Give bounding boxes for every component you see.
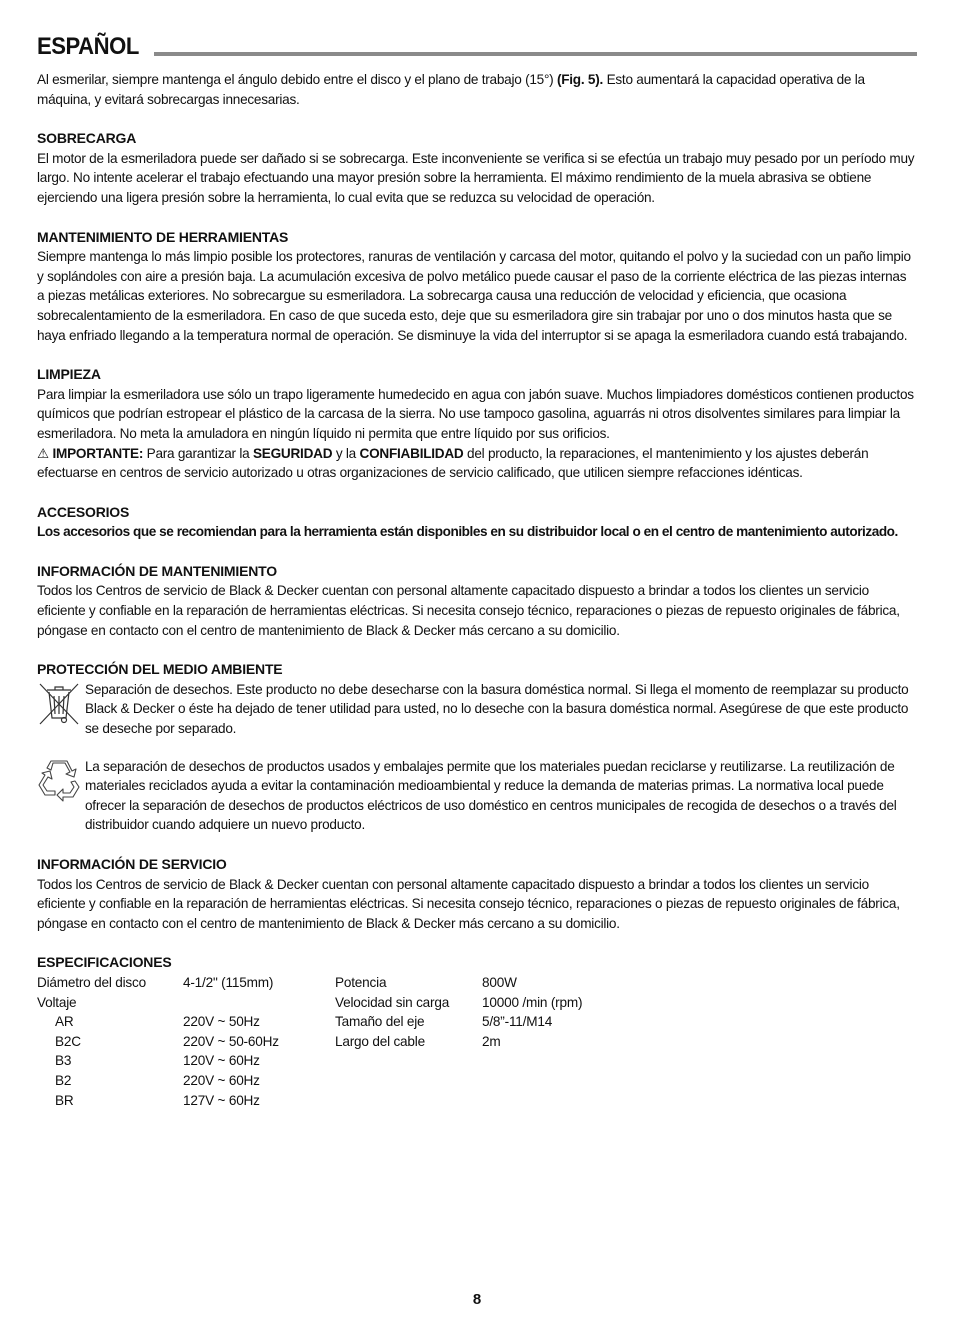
spec-value: 220V ~ 50Hz — [183, 1014, 260, 1030]
warning-icon: ⚠ — [37, 445, 49, 461]
page-header — [37, 30, 917, 60]
page-number: 8 — [472, 1291, 482, 1308]
section-info-servicio — [37, 855, 917, 933]
header-rule — [154, 52, 917, 56]
section-body: El motor de la esmeriladora puede ser dañado si se sobrecarga. Este inconveniente se verifica si se efectúa un trabajo muy pesado por un período muy largo. No intente acelerar el trabajo efectuando una mayor presión sobre la herramienta. El máximo rendimiento de la muela abrasiva se obtiene ejerciendo una ligera presión sobre la herramienta, lo cual evita que se reduzca su velocidad de operación. — [37, 150, 915, 205]
section-title: PROTECCIÓN DEL MEDIO AMBIENTE — [37, 661, 283, 678]
seguridad-label: SEGURIDAD — [252, 445, 333, 461]
spec-value — [183, 993, 335, 1013]
section-body: Para limpiar la esmeriladora use sólo un trapo ligeramente humedecido en agua con jabón suave. Muchos limpiadores domésticos contienen productos químicos que podrían estropear el plástico de la carcasa de la sierra. No use tampoco gasolina, aguarrás ni otros disolventes similares para limpiar la esmeriladora. No meta la amuladora en ningún líquido ni permita que entre líquido por sus orificios. — [37, 386, 914, 441]
spec-label: B2 — [55, 1072, 72, 1088]
spec-label: Tamaño del eje — [335, 1014, 425, 1030]
spec-value — [482, 1071, 602, 1091]
spec-label: Diámetro del disco — [37, 974, 146, 990]
recycle-icon — [37, 757, 85, 808]
spec-value: 120V ~ 60Hz — [183, 1053, 260, 1069]
table-row — [37, 993, 602, 1013]
section-limpieza — [37, 365, 917, 483]
important-notice — [37, 444, 917, 483]
page-title: ESPAÑOL — [37, 33, 139, 60]
table-row — [37, 1051, 602, 1071]
spec-value: 220V ~ 60Hz — [183, 1072, 260, 1088]
intro-text-2: Esto aumentará la capacidad operativa de la máquina, y evitará sobrecargas innecesarias. — [37, 72, 865, 107]
spec-value: 220V ~ 50-60Hz — [183, 1033, 279, 1049]
spec-label — [335, 1051, 482, 1071]
spec-value: 2m — [482, 1033, 501, 1049]
section-sobrecarga — [37, 129, 917, 207]
section-title: ESPECIFICACIONES — [37, 954, 172, 971]
figure-reference: (Fig. 5). — [556, 72, 604, 87]
spec-value: 5/8”-11/M14 — [482, 1014, 553, 1030]
section-body: Todos los Centros de servicio de Black & Decker cuentan con personal altamente capacitado dispuesto a brindar a todos los clientes un servicio eficiente y confiable en la reparación de herramientas eléctricas. Si necesita consejo técnico, reparaciones o piezas de repuesto originales de fábrica, póngase en contacto con el centro de mantenimiento de Black & Decker más cercano a su domicilio. — [37, 583, 900, 638]
important-text: del producto, la reparaciones, el mantenimiento y los ajustes deberán efectuarse en centros de servicio autorizado u otras organizaciones de servicio calificado, que utilicen siempre refacciones idénticas. — [37, 445, 869, 481]
spec-label: AR — [55, 1014, 74, 1030]
spec-label: Velocidad sin carga — [335, 994, 450, 1010]
spec-label: Largo del cable — [335, 1033, 425, 1049]
waste-separation-row — [37, 680, 917, 739]
section-body: Siempre mantenga lo más limpio posible los protectores, ranuras de ventilación y carcasa del motor, quitando el polvo y la suciedad con un paño limpio y soplándoles con aire a presión baja. La acumulación excesiva de polvo metálico puede causar el paso de la corriente eléctrica de las piezas internas a piezas metálicas exteriores. No sobrecargue su esmeriladora. La sobrecarga causa una reducción de velocidad y eficiencia, que ocasiona sobrecalentamiento de la esmeriladora. En caso de que suceda esto, deje que su esmeriladora gire sin trabajar por uno o dos minutos hasta que se haya enfriado llegando a la temperatura normal de operación. Se disminuye la vida del interruptor si se apaga la esmeriladora cuando está trabajando. — [37, 249, 911, 343]
important-label: IMPORTANTE: — [52, 445, 144, 461]
spec-value — [482, 1051, 602, 1071]
section-body: Todos los Centros de servicio de Black & Decker cuentan con personal altamente capacitado dispuesto a brindar a todos los clientes un servicio eficiente y confiable en la reparación de herramientas eléctricas. Si necesita consejo técnico, reparaciones o piezas de repuesto originales de fábrica, póngase en contacto con el centro de mantenimiento de Black & Decker más cercano a su domicilio. — [37, 876, 900, 931]
section-body: Los accesorios que se recomiendan para la herramienta están disponibles en su distribuidor local o en el centro de mantenimiento autorizado. — [37, 524, 898, 540]
waste-separation-text: Separación de desechos. Este producto no debe desecharse con la basura doméstica normal. Si llega el momento de reemplazar su producto Black & Decker o éste ha dejado de tener utilidad para usted, no lo deseche con la basura doméstica normal. Asegúrese de que este producto se deseche por separado. — [85, 681, 909, 737]
spec-value: 127V ~ 60Hz — [183, 1092, 260, 1108]
spec-label: B3 — [55, 1053, 72, 1069]
important-text: Para garantizar la — [143, 445, 253, 461]
section-mantenimiento — [37, 228, 917, 346]
spec-value: 4-1/2" (115mm) — [183, 974, 274, 990]
specs-table — [37, 973, 602, 1110]
intro-paragraph — [37, 70, 917, 109]
crossed-bin-icon — [37, 680, 85, 733]
section-title: ACCESORIOS — [37, 503, 130, 520]
spec-label: B2C — [55, 1033, 81, 1049]
section-medio-ambiente — [37, 660, 917, 835]
recycling-row — [37, 757, 917, 835]
section-info-mantenimiento — [37, 562, 917, 640]
spec-value: 10000 /min (rpm) — [482, 994, 583, 1010]
spec-label — [335, 1071, 482, 1091]
table-row — [37, 1071, 602, 1091]
spec-label — [335, 1091, 482, 1111]
table-row — [37, 1012, 602, 1032]
table-row — [37, 973, 602, 993]
table-row — [37, 1091, 602, 1111]
section-especificaciones — [37, 953, 917, 1110]
section-title: INFORMACIÓN DE SERVICIO — [37, 856, 227, 872]
section-title: MANTENIMIENTO DE HERRAMIENTAS — [37, 228, 289, 245]
intro-text-1: Al esmerilar, siempre mantenga el ángulo debido entre el disco y el plano de trabajo (15°) — [37, 72, 557, 87]
spec-label: BR — [55, 1092, 74, 1108]
spec-value: 800W — [482, 974, 517, 990]
spec-label: Potencia — [335, 974, 387, 990]
spec-value — [482, 1091, 602, 1111]
spec-label: Voltaje — [37, 994, 77, 1010]
recycling-text: La separación de desechos de productos usados y embalajes permite que los materiales puedan reciclarse y reutilizarse. La reutilización de materiales reciclados ayuda a evitar la contaminación medioambiental y reduce la demanda de materias primas. La normativa local puede ofrecer la separación de desechos de productos eléctricos de uso doméstico en centros municipales de recogida de desechos o a través del distribuidor cuando adquiere un nuevo producto. — [85, 758, 897, 833]
table-row — [37, 1032, 602, 1052]
manual-page — [37, 30, 917, 1110]
section-title: LIMPIEZA — [37, 366, 101, 383]
section-accesorios — [37, 503, 917, 542]
section-title: SOBRECARGA — [37, 130, 137, 147]
important-text: y la — [332, 445, 360, 461]
confiabilidad-label: CONFIABILIDAD — [359, 445, 464, 461]
section-title: INFORMACIÓN DE MANTENIMIENTO — [37, 562, 277, 579]
